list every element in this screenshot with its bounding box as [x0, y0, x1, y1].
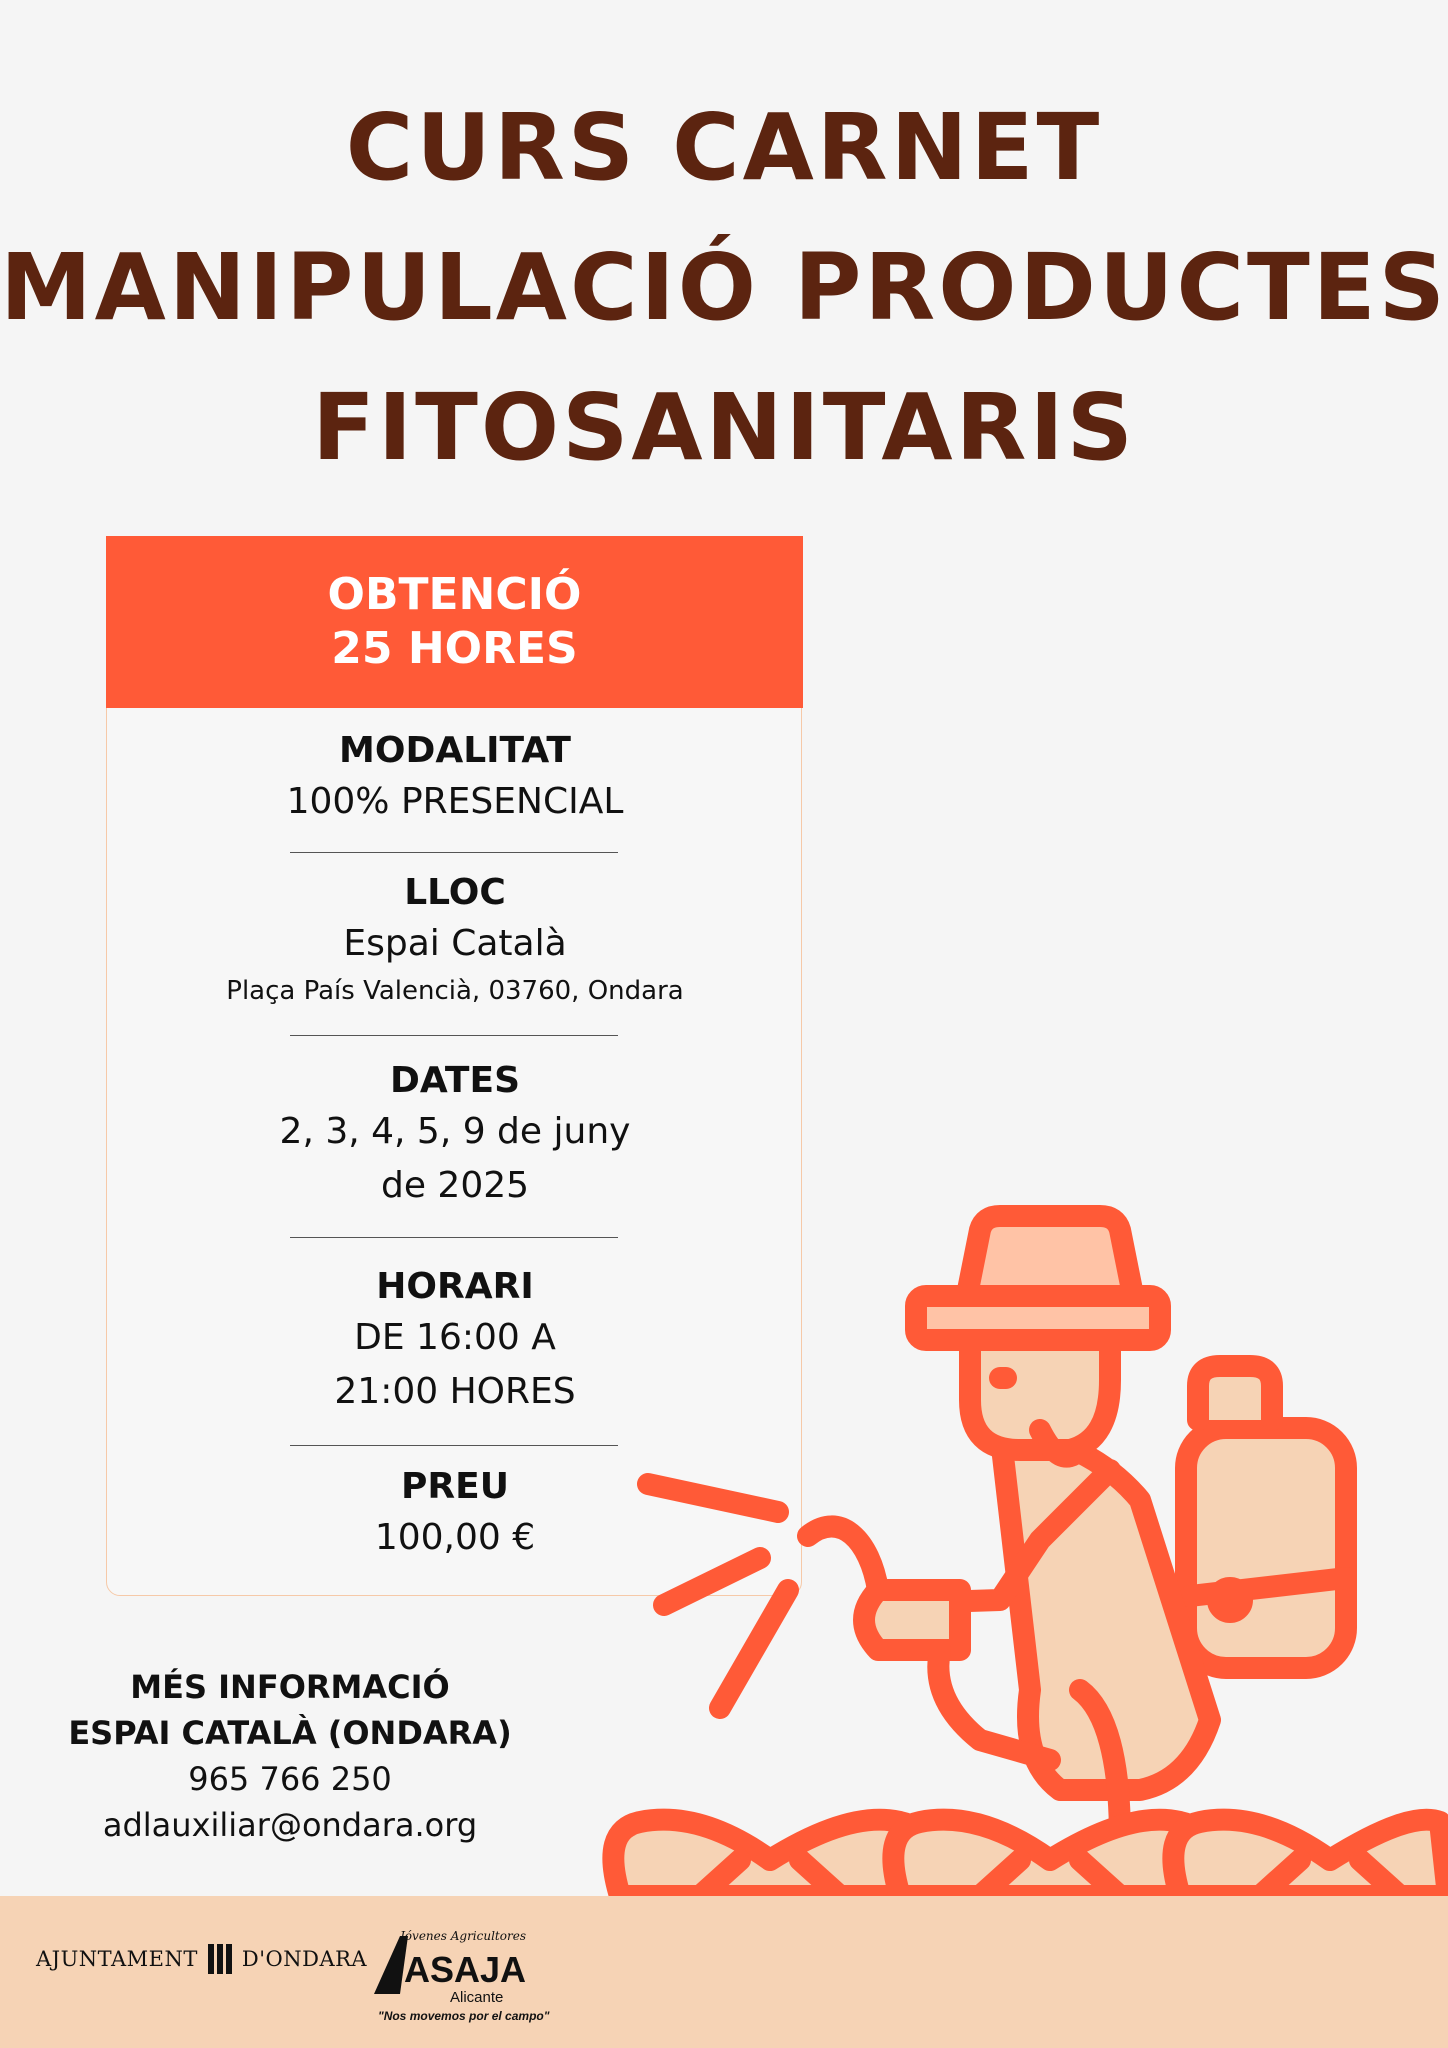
modalitat-section [107, 727, 803, 829]
divider [290, 1035, 618, 1036]
preu-label: PREU [401, 1466, 509, 1507]
title-line-3: FITOSANITARIS [312, 374, 1136, 481]
ondara-shield-icon [206, 1942, 234, 1976]
lloc-section [107, 869, 803, 1011]
title-line-2: MANIPULACIÓ PRODUCTES [0, 234, 1448, 341]
tank [1186, 1428, 1346, 1668]
card-header-line-2: 25 HORES [331, 623, 578, 674]
lloc-value: Espai Català [343, 923, 567, 964]
horari-line-2: 21:00 HORES [334, 1371, 576, 1412]
ondara-label: D'ONDARA [241, 1947, 368, 1971]
preu-value: 100,00 € [374, 1517, 536, 1558]
divider [290, 1445, 618, 1446]
divider [290, 1237, 618, 1238]
tank-top [1198, 1366, 1272, 1420]
info-heading-1: MÉS INFORMACIÓ [130, 1668, 450, 1706]
asaja-top-text: Jóvenes Agricultores [400, 1929, 526, 1943]
lloc-address: Plaça País Valencià, 03760, Ondara [226, 976, 684, 1006]
horari-label: HORARI [376, 1266, 534, 1307]
ajuntament-label: AJUNTAMENT [36, 1947, 198, 1971]
card-header [106, 536, 803, 708]
asaja-slogan: "Nos movemos por el campo" [378, 2009, 550, 2023]
horari-line-1: DE 16:00 A [354, 1317, 556, 1358]
asaja-logo [360, 1916, 550, 2026]
hat-brim [916, 1296, 1160, 1340]
modalitat-label: MODALITAT [339, 730, 571, 771]
card-header-line-1: OBTENCIÓ [327, 569, 582, 620]
title-line-1: CURS CARNET [345, 94, 1103, 201]
email-address: adlauxiliar@ondara.org [102, 1806, 478, 1844]
lloc-label: LLOC [404, 872, 506, 913]
divider [290, 852, 618, 853]
ajuntament-ondara-logo [36, 1942, 367, 1976]
spray-line [720, 1590, 788, 1708]
spray-line [648, 1484, 778, 1512]
phone-number: 965 766 250 [188, 1760, 392, 1798]
dates-line-2: de 2025 [380, 1165, 530, 1206]
tank-valve [1218, 1588, 1242, 1612]
poster-title [0, 78, 1448, 498]
dates-line-1: 2, 3, 4, 5, 9 de juny [279, 1111, 631, 1152]
contact-info [40, 1664, 540, 1848]
spray-line [664, 1558, 760, 1605]
modalitat-value: 100% PRESENCIAL [286, 781, 624, 822]
farmer-spraying-illustration [590, 1180, 1448, 1896]
footer-band [0, 1896, 1448, 2048]
info-heading-2: ESPAI CATALÀ (ONDARA) [68, 1714, 512, 1752]
dates-label: DATES [389, 1060, 521, 1101]
spray-wand [808, 1526, 878, 1590]
asaja-region: Alicante [450, 1989, 504, 2006]
asaja-name: ASAJA [404, 1949, 527, 1990]
